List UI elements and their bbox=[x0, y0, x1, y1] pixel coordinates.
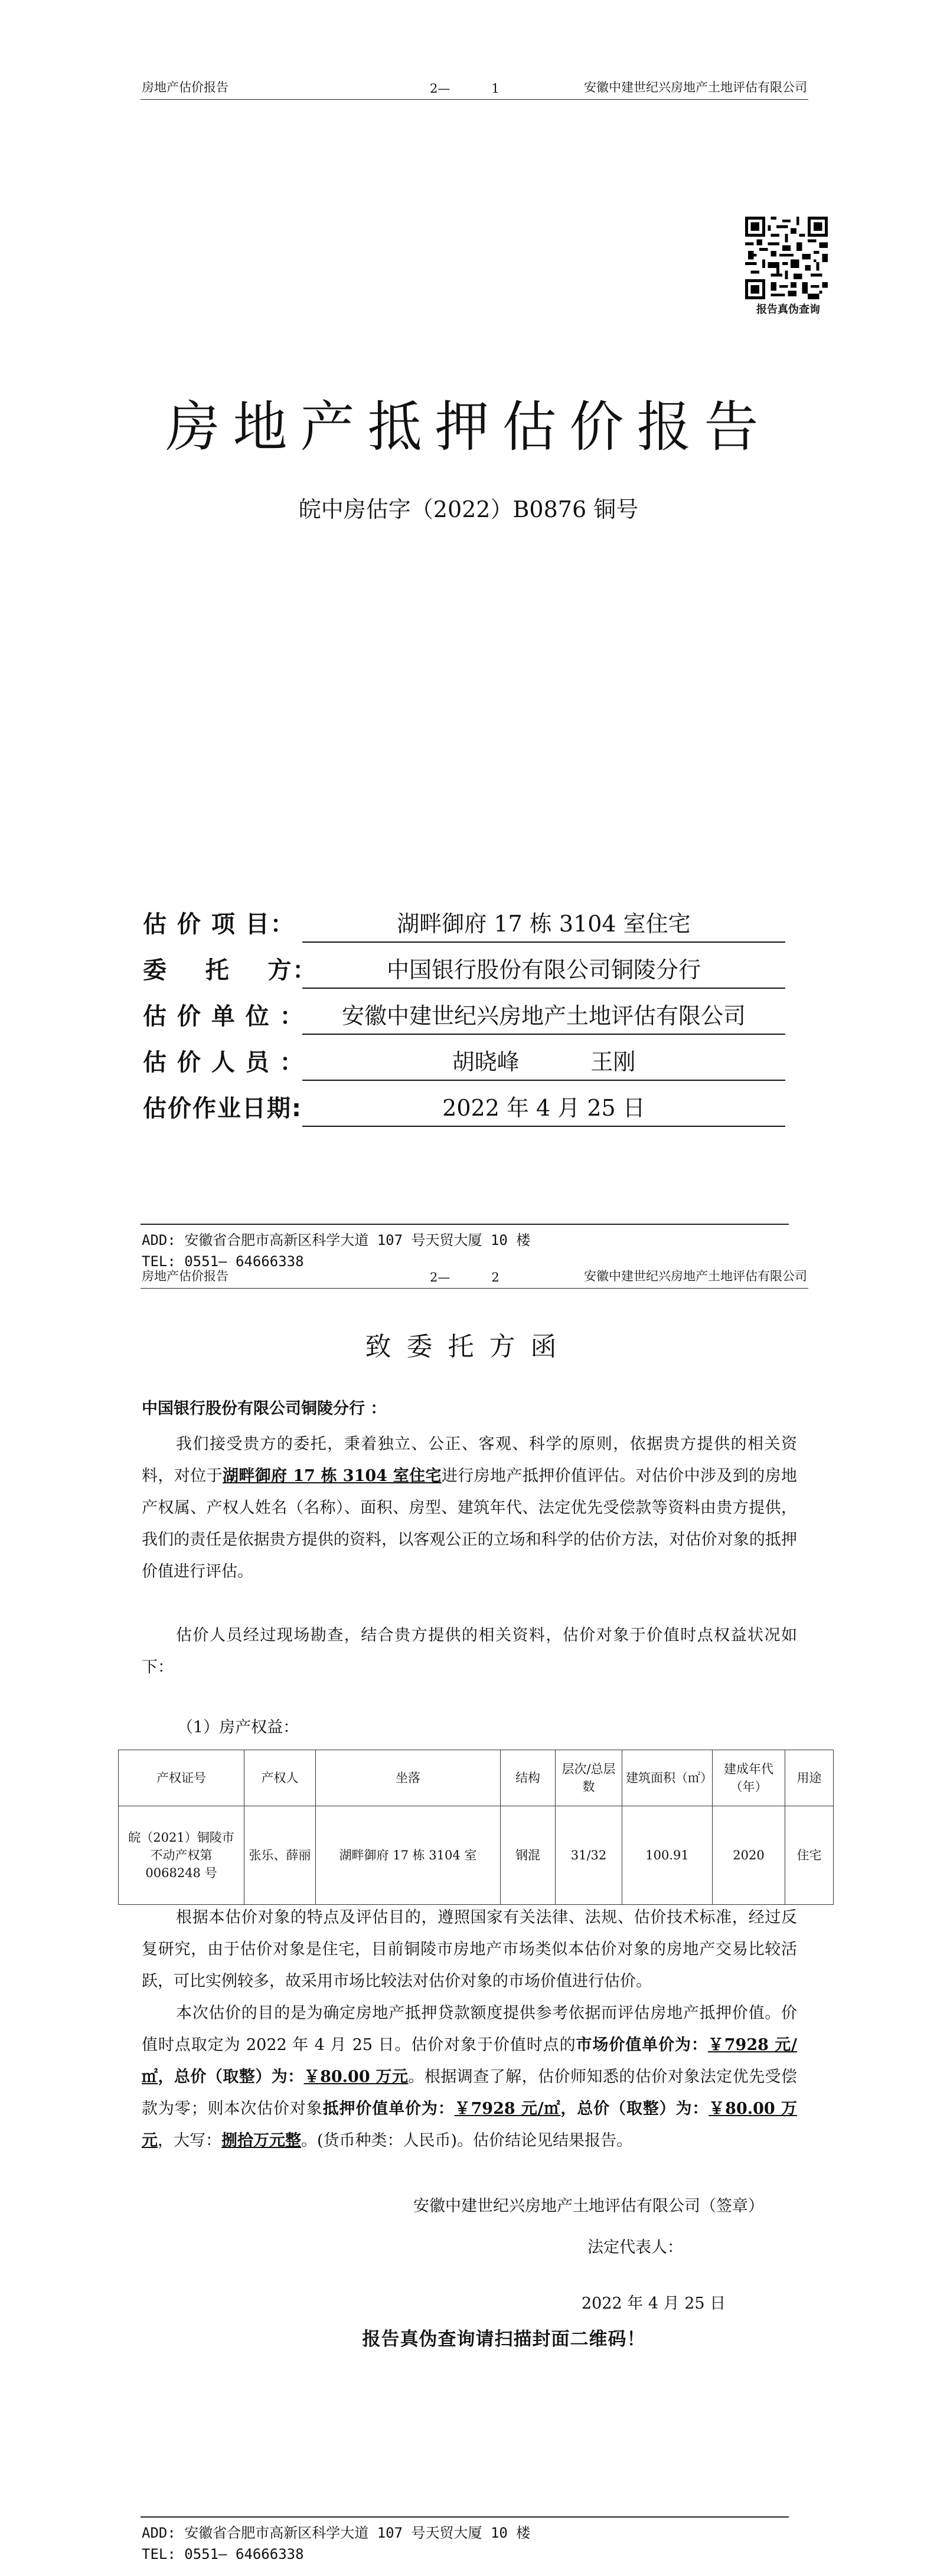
property-location: 湖畔御府 17 栋 3104 室住宅 bbox=[222, 1467, 442, 1485]
table-header-row bbox=[119, 1750, 834, 1806]
info-row-appraiser-company bbox=[143, 993, 804, 1035]
table-header-cell: 结构 bbox=[501, 1750, 556, 1806]
paragraph-intro: 我们接受贵方的委托，秉着独立、公正、客观、科学的原则，依据贵方提供的相关资料，对位于湖畔御府 17 栋 3104 室住宅进行房地产抵押价值评估。对估价中涉及到的房地产权属、产权人姓名（名称）、面积、房型、建筑年代、法定优先受偿款等资料由贵方提供，我们的责任是依据贵方提供的资料，以客观公正的立场和科学的估价方法，对估价对象的抵押价值进行评估。 bbox=[142, 1435, 797, 1581]
page-footer bbox=[142, 2522, 530, 2565]
cover-page bbox=[0, 0, 937, 1281]
footer-divider bbox=[141, 2516, 789, 2518]
table-header-cell: 层次/总层数 bbox=[556, 1750, 622, 1806]
qr-caption: 报告真伪查询 bbox=[756, 303, 820, 316]
info-value: 胡晓峰 王刚 bbox=[302, 1044, 785, 1081]
info-label: 委 托 方： bbox=[143, 957, 318, 984]
table-cell: 31/32 bbox=[556, 1806, 622, 1905]
info-value: 2022 年 4 月 25 日 bbox=[302, 1090, 785, 1127]
footer-address: ADD: 安徽省合肥市高新区科学大道 107 号天贸大厦 10 楼 bbox=[142, 1232, 531, 1248]
letter-date: 2022 年 4 月 25 日 bbox=[582, 2294, 726, 2313]
footer-address: ADD: 安徽省合肥市高新区科学大道 107 号天贸大厦 10 楼 bbox=[142, 2525, 531, 2541]
info-label: 估 价 项 目： bbox=[143, 911, 295, 938]
page-header bbox=[141, 1264, 808, 1289]
report-title: 房地产抵押估价报告 bbox=[165, 395, 772, 459]
company-signature: 安徽中建世纪兴房地产土地评估有限公司（签章） bbox=[413, 2197, 764, 2215]
qr-code bbox=[745, 217, 828, 299]
mortgage-unit-price-label: 抵押价值单价为： bbox=[322, 2100, 455, 2118]
info-row-appraisers bbox=[143, 1039, 804, 1081]
table-cell: 湖畔御府 17 栋 3104 室 bbox=[316, 1806, 501, 1905]
info-label: 估 价 单 位 ： bbox=[143, 1003, 305, 1030]
header-page-number: 2— 2 bbox=[430, 1270, 499, 1284]
footer-phone: TEL: 0551— 64666338 bbox=[142, 2546, 304, 2562]
table-cell: 2020 bbox=[713, 1806, 785, 1905]
report-number: 皖中房估字（2022）B0876 铜号 bbox=[298, 496, 639, 522]
rights-label: （1）房产权益： bbox=[177, 1718, 299, 1737]
legal-representative: 法定代表人： bbox=[587, 2238, 683, 2257]
paragraph-method: 根据本估价对象的特点及评估目的，遵照国家有关法律、法规、估价技术标准，经过反复研究，由于估价对象是住宅，目前铜陵市房地产市场类似本估价对象的房地产交易比较活跃，可比实例较多，故采用市场比较法对估价对象的市场价值进行估价。 bbox=[142, 1908, 797, 1990]
header-left: 房地产估价报告 bbox=[142, 1269, 228, 1283]
table-row bbox=[119, 1806, 834, 1905]
table-cell: 100.91 bbox=[622, 1806, 713, 1905]
table-cell: 皖（2021）铜陵市不动产权第 0068248 号 bbox=[119, 1806, 244, 1905]
verify-notice: 报告真伪查询请扫描封面二维码！ bbox=[362, 2329, 646, 2350]
info-value: 湖畔御府 17 栋 3104 室住宅 bbox=[302, 905, 785, 943]
paragraph-valuation: 本次估价的目的是为确定房地产抵押贷款额度提供参考依据而评估房地产抵押价值。价值时点取定为 2022 年 4 月 25 日。估价对象于价值时点的市场价值单价为：￥7928 元/㎡，总价（取整）为：￥80.00 万元。根据调查了解，估价师知悉的估价对象法定优先受偿款为零；则本次估价对象抵押价值单价为：￥7928 元/㎡，总价（取整）为：￥80.00 万元，大写：捌拾万元整。(货币种类：人民币)。估价结论见结果报告。 bbox=[142, 2004, 798, 2150]
table-cell: 张乐、薛丽 bbox=[244, 1806, 316, 1905]
info-value: 中国银行股份有限公司铜陵分行 bbox=[302, 952, 785, 989]
paragraph-survey: 估价人员经过现场勘查，结合贵方提供的相关资料，估价对象于价值时点权益状况如下： bbox=[142, 1626, 797, 1676]
info-row-project bbox=[143, 901, 804, 943]
info-row-client bbox=[143, 947, 804, 989]
header-left: 房地产估价报告 bbox=[142, 80, 228, 94]
addressee: 中国银行股份有限公司铜陵分行 ： bbox=[142, 1400, 387, 1418]
info-value: 安徽中建世纪兴房地产土地评估有限公司 bbox=[302, 998, 785, 1035]
amount-in-words: 捌拾万元整 bbox=[221, 2132, 301, 2150]
info-label: 估价作业日期: bbox=[143, 1095, 302, 1122]
page-header bbox=[141, 76, 808, 100]
letter-heading: 致委托方函 bbox=[365, 1332, 572, 1362]
header-right: 安徽中建世纪兴房地产土地评估有限公司 bbox=[584, 1269, 807, 1283]
mortgage-total-price: ￥80.00 万元 bbox=[142, 2100, 797, 2150]
header-page-number: 2— 1 bbox=[430, 81, 499, 96]
market-total-price: ￥80.00 万元 bbox=[303, 2068, 409, 2086]
market-unit-price-label: 市场价值单价为： bbox=[576, 2036, 708, 2054]
table-cell: 钢混 bbox=[501, 1806, 556, 1905]
mortgage-unit-price: ￥7928 元/㎡ bbox=[454, 2100, 561, 2118]
market-unit-price: ￥7928 元/㎡ bbox=[142, 2036, 797, 2086]
table-header-cell: 产权人 bbox=[244, 1750, 316, 1806]
info-row-date bbox=[143, 1086, 804, 1127]
table-header-cell: 坐落 bbox=[316, 1750, 501, 1806]
table-header-cell: 建成年代（年） bbox=[713, 1750, 785, 1806]
table-header-cell: 建筑面积（㎡） bbox=[622, 1750, 713, 1806]
footer-divider bbox=[141, 1224, 789, 1225]
footer-phone: TEL: 0551— 64666338 bbox=[142, 1253, 304, 1270]
property-rights-table bbox=[118, 1750, 834, 1905]
table-header-cell: 产权证号 bbox=[119, 1750, 244, 1806]
table-cell: 住宅 bbox=[785, 1806, 834, 1905]
table-header-cell: 用途 bbox=[785, 1750, 834, 1806]
header-right: 安徽中建世纪兴房地产土地评估有限公司 bbox=[584, 80, 807, 94]
info-label: 估 价 人 员 ： bbox=[143, 1049, 305, 1076]
